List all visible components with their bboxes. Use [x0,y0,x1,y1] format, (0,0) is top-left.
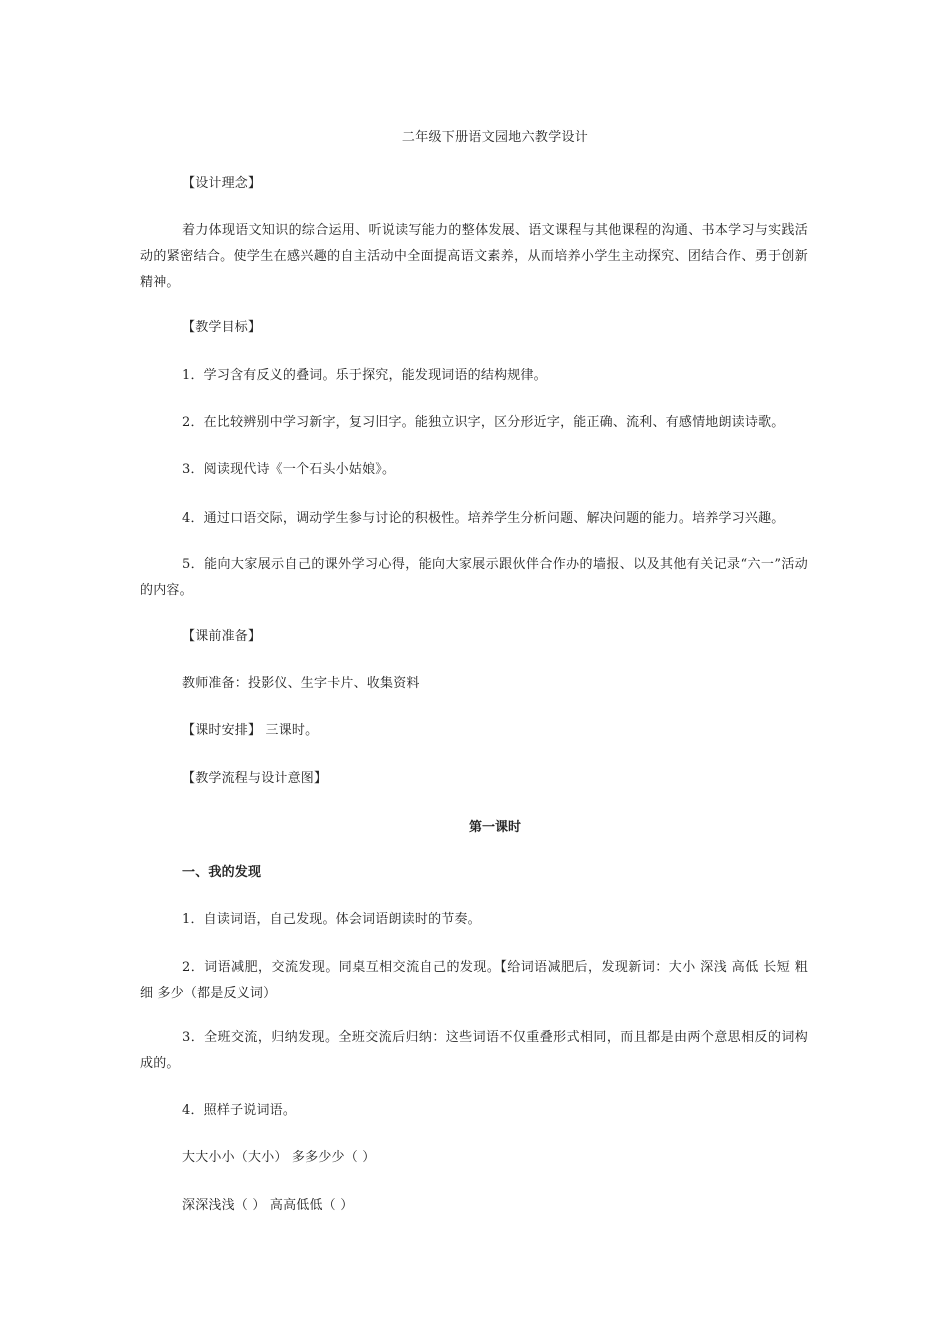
teaching-goal-4: 4．通过口语交际，调动学生参与讨论的积极性。培养学生分析问题、解决问题的能力。培养学习兴趣。 [182,511,785,526]
design-concept-heading: 【设计理念】 [182,176,262,191]
teaching-goals-heading: 【教学目标】 [182,320,262,335]
part-1-heading: 一、我的发现 [182,865,262,880]
teaching-goal-1: 1．学习含有反义的叠词。乐于探究，能发现词语的结构规律。 [182,368,547,383]
document-title: 二年级下册语文园地六教学设计 [401,130,589,145]
teaching-goal-2: 2．在比较辨别中学习新字，复习旧字。能独立识字，区分形近字，能正确、流利、有感情地朗读诗歌。 [182,415,785,430]
teaching-flow-heading: 【教学流程与设计意图】 [182,771,328,786]
step-2: 2．词语减肥，交流发现。同桌互相交流自己的发现。【给词语减肥后，发现新词：大小 深浅 高低 长短 粗细 多少（都是反义词） [140,960,808,1001]
lesson-title: 第一课时 [468,820,521,835]
step-3: 3．全班交流，归纳发现。全班交流后归纳：这些词语不仅重叠形式相同，而且都是由两个意思相反的词构成的。 [140,1030,808,1071]
schedule-text: 【课时安排】 三课时。 [182,723,319,738]
teaching-goal-5: 5．能向大家展示自己的课外学习心得，能向大家展示跟伙伴合作办的墙报、以及其他有关记录“六一”活动的内容。 [140,557,808,598]
step-1: 1．自读词语，自己发现。体会词语朗读时的节奏。 [182,912,481,927]
preparation-text: 教师准备：投影仪、生字卡片、收集资料 [182,676,420,691]
preparation-heading: 【课前准备】 [182,629,262,644]
design-concept-paragraph: 着力体现语文知识的综合运用、听说读写能力的整体发展、语文课程与其他课程的沟通、书本学习与实践活动的紧密结合。使学生在感兴趣的自主活动中全面提高语文素养，从而培养小学生主动探究、团结合作、勇于创新精神。 [140,223,808,290]
example-line-2: 深深浅浅（ ） 高高低低（ ） [182,1198,354,1213]
teaching-goal-3: 3．阅读现代诗《一个石头小姑娘》。 [182,462,396,477]
step-4: 4．照样子说词语。 [182,1103,297,1118]
example-line-1: 大大小小（大小） 多多少少（ ） [182,1150,376,1165]
